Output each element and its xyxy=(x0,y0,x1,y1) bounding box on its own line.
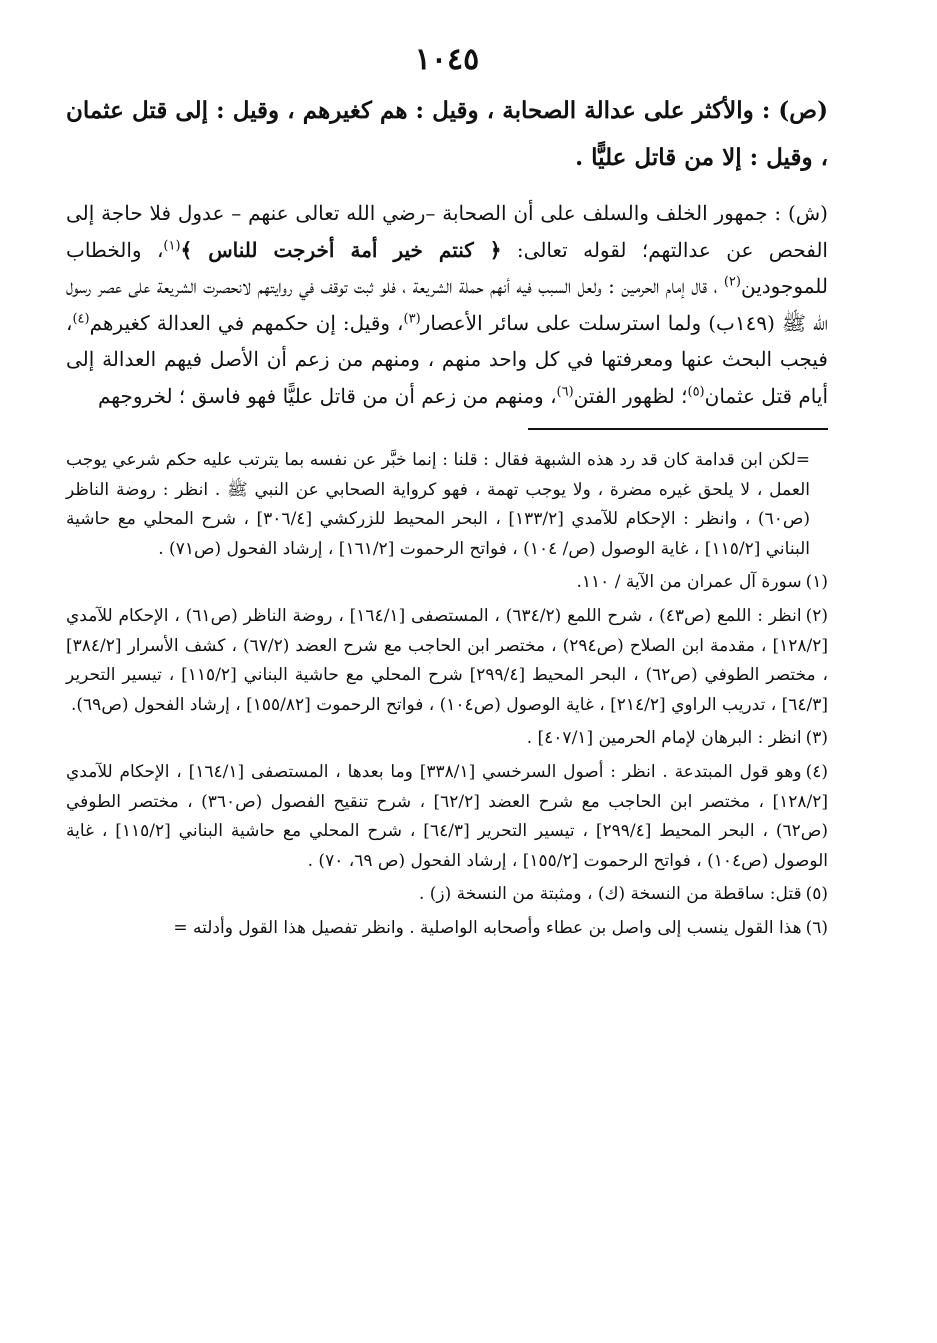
commentary-part-6: ؛ لظهور الفتن xyxy=(573,383,688,408)
commentary-text xyxy=(66,195,828,414)
footnote-ref-5: (٥) xyxy=(687,383,705,399)
footnote-ref-6: (٦) xyxy=(556,383,574,399)
footnote-1 xyxy=(66,568,828,598)
commentary-part-3: ، قال إمام الحرمين : ولعل السبب فيه أنهم حملة الشريعة ، فلو ثبت توقف في روايتهم لانحصرت الشريعة على عصر رسول الله ﷺ (١٤٩ب) ولما استرسلت على سائر الأعصار xyxy=(66,274,828,335)
footnote-number: (٦) xyxy=(805,917,828,938)
quran-verse: ﴿ كنتم خير أمة أخرجت للناس ﴾ xyxy=(180,237,502,262)
page-number: ١٠٤٥ xyxy=(414,42,480,77)
footnote-ref-2: (٢) xyxy=(723,274,741,290)
footnote-text: سورة آل عمران من الآية / ١١٠. xyxy=(576,572,802,593)
commentary-part-2: ، والخطاب للموجودين xyxy=(66,237,828,298)
footnote-text: قتل: ساقطة من النسخة (ك) ، ومثبتة من النسخة (ز) . xyxy=(418,884,802,905)
footnote-text: انظر : اللمع (ص٤٣) ، شرح اللمع (٦٣٤/٢) ، المستصفى [١٦٤/١] ، روضة الناظر (ص٦١) ، الإحكام للآمدي [١٢٨/٢] ، مقدمة ابن الصلاح (ص٢٩٤) ، مختصر ابن الحاجب مع شرح العضد (٦٧/٢) ، كشف الأسرار [٣٨٤/٢] ، مختصر الطوفي (ص٦٢) ، البحر المحيط [٢٩٩/٤] شرح المحلي مع حاشية البناني [١١٥/٢] ، تيسير التحرير [٦٤/٣] ، تدريب الراوي [٢١٤/٢] ، غاية الوصول (ص١٠٤) ، فواتح الرحموت [١٥٥/٨٢] ، إرشاد الفحول (ص٦٩). xyxy=(66,605,828,715)
footnote-ref-4: (٤) xyxy=(72,310,90,326)
footnotes xyxy=(66,446,828,944)
footnote-2 xyxy=(66,602,828,720)
footnote-ref-3: (٣) xyxy=(403,310,421,326)
footnote-text: وهو قول المبتدعة . انظر : أصول السرخسي [٣٣٨/١] وما بعدها ، المستصفى [١٦٤/١] ، الإحكام للآمدي [١٢٨/٢] ، مختصر ابن الحاجب مع شرح العضد [٦٢/٢] ، شرح تنقيح الفصول (ص٣٦٠) ، مختصر الطوفي (ص٦٢) ، البحر المحيط [٢٩٩/٤] ، تيسير التحرير [٦٤/٣] ، شرح المحلي مع حاشية البناني [١١٥/٢] ، غاية الوصول (ص١٠٤) ، فواتح الرحموت [١٥٥/٢] ، إرشاد الفحول (ص ٦٩، ٧٠) . xyxy=(66,761,828,871)
commentary-part-4: ، وقيل: إن حكمهم في العدالة كغيرهم xyxy=(89,310,404,335)
commentary-part-5: ، فيجب البحث عنها ومعرفتها في كل واحد منهم ، ومنهم من زعم أن الأصل فيهم العدالة إلى أيام قتل عثمان xyxy=(66,310,828,408)
commentary-part-1: (ش) : جمهور الخلف والسلف على أن الصحابة –رضي الله تعالى عنهم – عدول فلا حاجة إلى الفحص عن عدالتهم؛ لقوله تعالى: xyxy=(66,201,828,262)
footnote-text: هذا القول ينسب إلى واصل بن عطاء وأصحابه الواصلية . وانظر تفصيل هذا القول وأدلته = xyxy=(173,917,802,938)
footnote-5 xyxy=(66,880,828,910)
footnote-separator xyxy=(528,428,828,430)
footnote-text: انظر : البرهان لإمام الحرمين [٤٠٧/١] . xyxy=(526,728,802,749)
footnote-number: (٥) xyxy=(805,884,828,905)
footnote-6 xyxy=(66,914,828,944)
footnote-number: (٣) xyxy=(805,728,828,749)
footnote-number: (١) xyxy=(805,572,828,593)
footnote-text: =لكن ابن قدامة كان قد رد هذه الشبهة فقال : قلنا : إنما خبَّر عن نفسه بما يترتب عليه حكم شرعي يوجب العمل ، لا يلحق غيره مضرة ، ولا يوجب تهمة ، فهو كرواية الصحابي عن النبي ﷺ . انظر : روضة الناظر (ص٦٠) ، وانظر : الإحكام للآمدي [١٣٣/٢] ، البحر المحيط للزركشي [٣٠٦/٤] ، شرح المحلي مع حاشية البناني [١١٥/٢] ، غاية الوصول (ص/ ١٠٤) ، فواتح الرحموت [١٦١/٢] ، إرشاد الفحول (ص٧١) . xyxy=(66,450,811,559)
footnote-3 xyxy=(66,724,828,754)
commentary-part-7: ، ومنهم من زعم أن من قاتل عليًّا فهو فاسق ؛ لخروجهم xyxy=(97,383,557,408)
book-page xyxy=(66,42,828,948)
footnote-number: (٤) xyxy=(805,761,828,782)
footnote-ref-1: (١) xyxy=(163,237,181,253)
matn-text: (ص) : والأكثر على عدالة الصحابة ، وقيل : هم كغيرهم ، وقيل : إلى قتل عثمان ، وقيل : إلا من قاتل عليًّا . xyxy=(66,97,828,171)
footnote-4 xyxy=(66,758,828,876)
footnote-number: (٢) xyxy=(805,605,829,626)
footnote-continuation xyxy=(66,446,828,564)
